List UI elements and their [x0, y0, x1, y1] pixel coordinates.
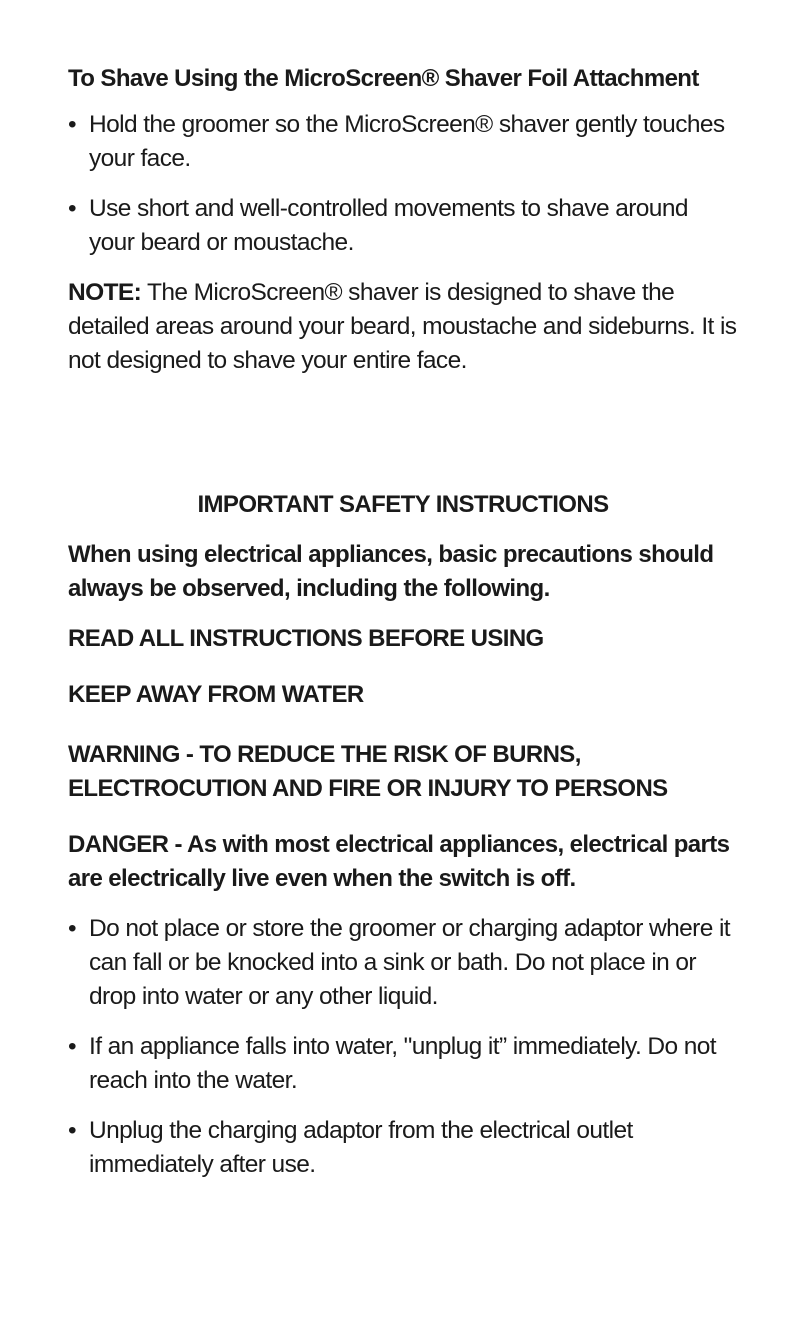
bullet-icon: • [68, 111, 76, 138]
safety-intro: When using electrical appliances, basic precautions should always be observed, including the following. [68, 541, 714, 602]
list-item [68, 1114, 738, 1182]
note-label: NOTE: [68, 279, 142, 306]
bullet-icon: • [68, 195, 76, 222]
list-item-text: Use short and well-controlled movements to shave around your beard or moustache. [89, 195, 688, 256]
list-item [68, 192, 738, 260]
bullet-icon: • [68, 1117, 76, 1144]
list-item [68, 912, 738, 1014]
warning-notice: WARNING - TO REDUCE THE RISK OF BURNS, ELECTROCUTION AND FIRE OR INJURY TO PERSONS [68, 741, 668, 802]
section-gap [68, 394, 738, 488]
safety-title: IMPORTANT SAFETY INSTRUCTIONS [197, 491, 609, 518]
read-all-notice: READ ALL INSTRUCTIONS BEFORE USING [68, 625, 544, 652]
list-item [68, 1030, 738, 1098]
bullet-icon: • [68, 915, 76, 942]
list-item-text: Hold the groomer so the MicroScreen® shaver gently touches your face. [89, 111, 725, 172]
list-item-text: Do not place or store the groomer or charging adaptor where it can fall or be knocked into a sink or bath. Do not place in or drop into water or any other liquid. [89, 915, 731, 1010]
note-text: The MicroScreen® shaver is designed to shave the detailed areas around your beard, moustache and sideburns. It is not designed to shave your entire face. [68, 279, 737, 374]
note-paragraph [68, 276, 738, 378]
list-item-text: If an appliance falls into water, "unplug it” immediately. Do not reach into the water. [89, 1033, 717, 1094]
document-page [68, 62, 738, 1198]
danger-notice: DANGER - As with most electrical appliances, electrical parts are electrically live even when the switch is off. [68, 831, 730, 892]
list-item [68, 108, 738, 176]
list-item-text: Unplug the charging adaptor from the electrical outlet immediately after use. [89, 1117, 633, 1178]
section-heading: To Shave Using the MicroScreen® Shaver Foil Attachment [68, 65, 699, 92]
bullet-icon: • [68, 1033, 76, 1060]
keep-away-notice: KEEP AWAY FROM WATER [68, 681, 364, 708]
